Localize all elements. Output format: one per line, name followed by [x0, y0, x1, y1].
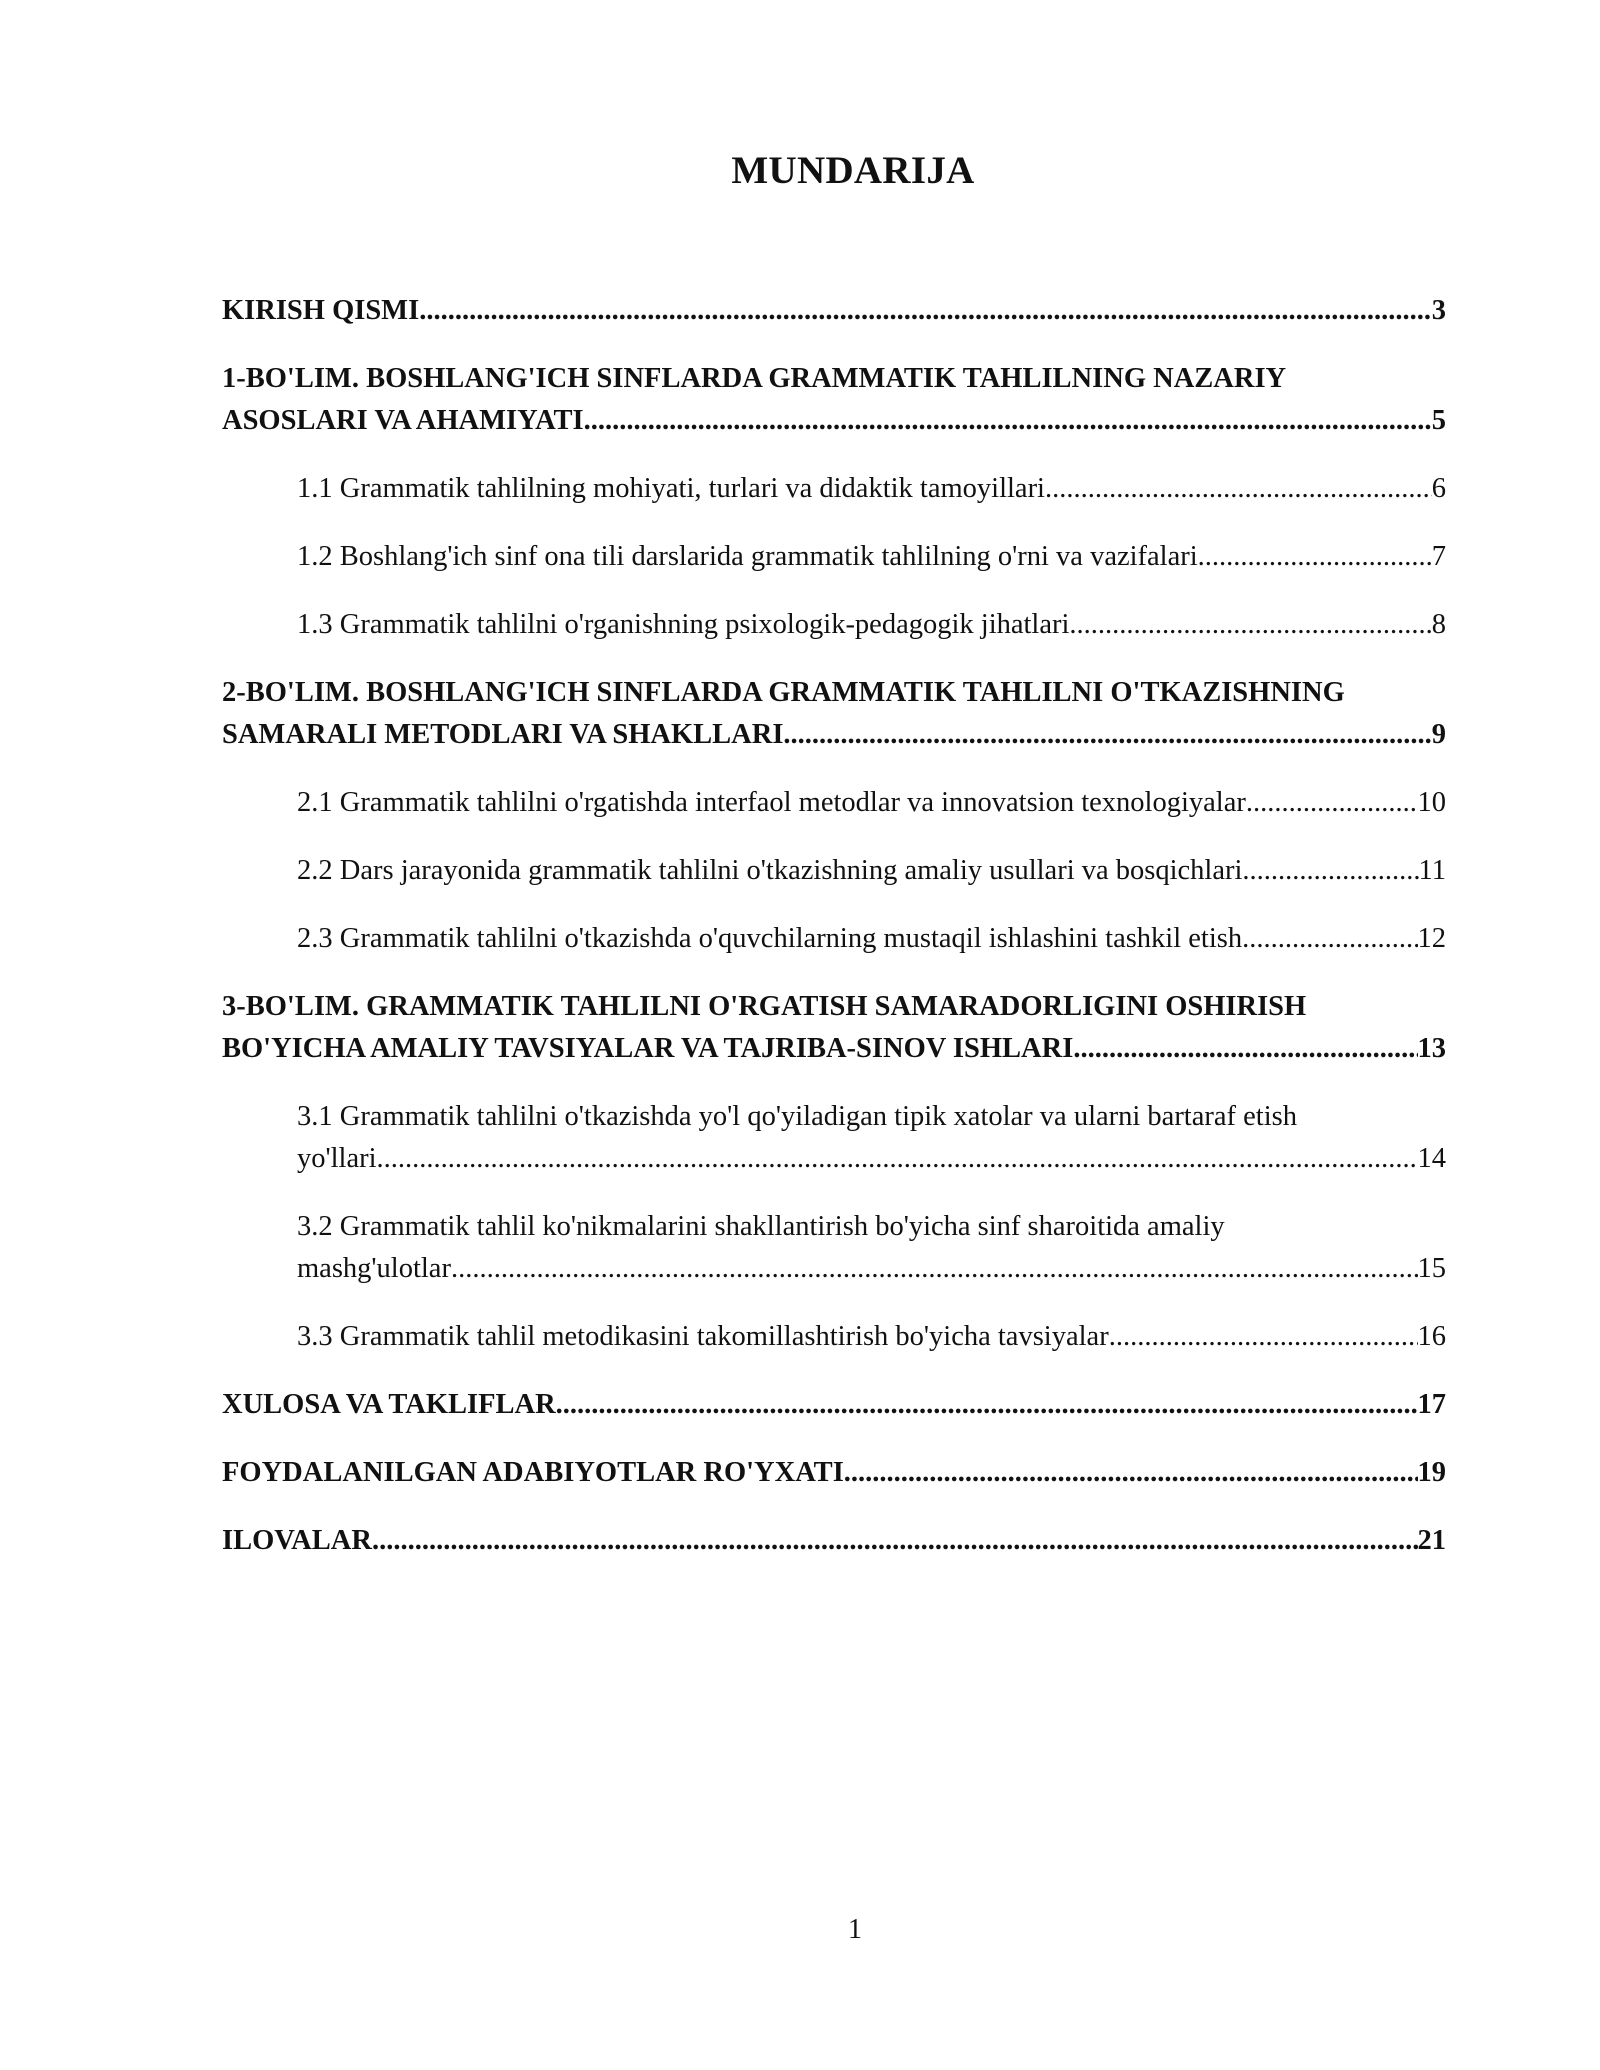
toc-entry-title-line: 2-BO'LIM. BOSHLANG'ICH SINFLARDA GRAMMATIK TAHLILNI O'TKAZISHNING	[222, 677, 1345, 708]
toc-entry-title: BO'YICHA AMALIY TAVSIYALAR VA TAJRIBA-SINOV ISHLARI	[222, 1033, 1074, 1064]
toc-entry-title: 3.3 Grammatik tahlil metodikasini takomillashtirish bo'yicha tavsiyalar	[297, 1321, 1109, 1352]
toc-entry-row	[297, 1248, 1446, 1290]
toc-page-number: 19	[1417, 1457, 1446, 1488]
toc-page-number: 5	[1431, 405, 1446, 436]
toc-entry-row	[222, 714, 1446, 756]
toc-entry-row	[297, 604, 1446, 646]
toc-entry-title: yo'llari	[297, 1143, 377, 1174]
toc-entry-title-line: 3-BO'LIM. GRAMMATIK TAHLILNI O'RGATISH SAMARADORLIGINI OSHIRISH	[222, 991, 1307, 1022]
table-of-contents	[222, 290, 1446, 1588]
toc-dot-leader	[584, 400, 1432, 442]
toc-section-entry[interactable]	[222, 918, 1446, 960]
toc-entry-row	[222, 1384, 1446, 1426]
toc-entry-row	[297, 1138, 1446, 1180]
toc-entry-title-line: 3.1 Grammatik tahlilni o'tkazishda yo'l qo'yiladigan tipik xatolar va ularni bartaraf etish	[297, 1101, 1297, 1132]
toc-entry-title: 2.1 Grammatik tahlilni o'rgatishda interfaol metodlar va innovatsion texnologiyalar	[297, 787, 1246, 818]
toc-page-number: 11	[1418, 855, 1446, 886]
toc-dot-leader	[844, 1452, 1418, 1494]
toc-dot-leader	[1073, 1028, 1417, 1070]
toc-entry-title: XULOSA VA TAKLIFLAR	[222, 1389, 556, 1420]
toc-page-number: 17	[1417, 1389, 1446, 1420]
toc-chapter-entry[interactable]	[222, 1520, 1446, 1562]
toc-entry-title: 2.2 Dars jarayonida grammatik tahlilni o'tkazishning amaliy usullari va bosqichlari	[297, 855, 1243, 886]
toc-page-number: 16	[1417, 1321, 1446, 1352]
toc-dot-leader	[783, 714, 1431, 756]
page-number: 1	[848, 1914, 862, 1945]
toc-page-number: 15	[1417, 1253, 1446, 1284]
toc-dot-leader	[372, 1520, 1418, 1562]
toc-page-number: 6	[1431, 473, 1446, 504]
toc-section-entry[interactable]	[222, 604, 1446, 646]
toc-entry-title: ASOSLARI VA AHAMIYATI	[222, 405, 584, 436]
toc-section-entry[interactable]	[222, 1316, 1446, 1358]
toc-dot-leader	[377, 1138, 1418, 1180]
toc-section-entry[interactable]	[222, 536, 1446, 578]
toc-entry-row	[297, 536, 1446, 578]
toc-dot-leader	[1045, 468, 1432, 510]
toc-page-number: 9	[1431, 719, 1446, 750]
toc-entry-title: 1.2 Boshlang'ich sinf ona tili darslarida grammatik tahlilning o'rni va vazifalari	[297, 541, 1198, 572]
toc-dot-leader	[1246, 782, 1418, 824]
toc-entry-row	[222, 1520, 1446, 1562]
toc-dot-leader	[1242, 850, 1418, 892]
toc-entry-row	[222, 290, 1446, 332]
toc-entry-title: 1.3 Grammatik tahlilni o'rganishning psixologik-pedagogik jihatlari	[297, 609, 1070, 640]
toc-page-number: 10	[1417, 787, 1446, 818]
toc-entry-row	[222, 1028, 1446, 1070]
toc-dot-leader	[556, 1384, 1418, 1426]
toc-dot-leader	[419, 290, 1432, 332]
toc-chapter-entry[interactable]	[222, 672, 1446, 756]
toc-entry-title: FOYDALANILGAN ADABIYOTLAR RO'YXATI	[222, 1457, 844, 1488]
toc-entry-title: mashg'ulotlar	[297, 1253, 451, 1284]
toc-page-number: 14	[1417, 1143, 1446, 1174]
toc-entry-row	[222, 400, 1446, 442]
toc-entry-row	[297, 782, 1446, 824]
toc-dot-leader	[1069, 604, 1431, 646]
toc-dot-leader	[1242, 918, 1417, 960]
toc-entry-row	[222, 1452, 1446, 1494]
toc-entry-title-line: 3.2 Grammatik tahlil ko'nikmalarini shakllantirish bo'yicha sinf sharoitida amaliy	[297, 1211, 1225, 1242]
toc-dot-leader	[1198, 536, 1432, 578]
toc-chapter-entry[interactable]	[222, 1452, 1446, 1494]
toc-page-number: 8	[1431, 609, 1446, 640]
toc-entry-row	[297, 1316, 1446, 1358]
toc-page-number: 13	[1417, 1033, 1446, 1064]
toc-page-number: 3	[1431, 295, 1446, 326]
toc-entry-title: KIRISH QISMI	[222, 295, 420, 326]
toc-section-entry[interactable]	[222, 850, 1446, 892]
toc-section-entry[interactable]	[222, 1096, 1446, 1180]
toc-entry-title: SAMARALI METODLARI VA SHAKLLARI	[222, 719, 784, 750]
toc-entry-title-line: 1-BO'LIM. BOSHLANG'ICH SINFLARDA GRAMMATIK TAHLILNING NAZARIY	[222, 363, 1287, 394]
page-title: MUNDARIJA	[731, 149, 975, 192]
toc-entry-title: 1.1 Grammatik tahlilning mohiyati, turlari va didaktik tamoyillari	[297, 473, 1045, 504]
toc-page-number: 7	[1431, 541, 1446, 572]
toc-page-number: 12	[1417, 923, 1446, 954]
toc-page-number: 21	[1417, 1525, 1446, 1556]
toc-entry-title: 2.3 Grammatik tahlilni o'tkazishda o'quvchilarning mustaqil ishlashini tashkil etish	[297, 923, 1243, 954]
toc-section-entry[interactable]	[222, 468, 1446, 510]
toc-section-entry[interactable]	[222, 1206, 1446, 1290]
toc-dot-leader	[1109, 1316, 1418, 1358]
toc-section-entry[interactable]	[222, 782, 1446, 824]
toc-chapter-entry[interactable]	[222, 986, 1446, 1070]
toc-chapter-entry[interactable]	[222, 358, 1446, 442]
toc-entry-title: ILOVALAR	[222, 1525, 372, 1556]
toc-entry-row	[297, 850, 1446, 892]
toc-chapter-entry[interactable]	[222, 290, 1446, 332]
toc-entry-row	[297, 918, 1446, 960]
toc-chapter-entry[interactable]	[222, 1384, 1446, 1426]
toc-entry-row	[297, 468, 1446, 510]
toc-dot-leader	[451, 1248, 1418, 1290]
